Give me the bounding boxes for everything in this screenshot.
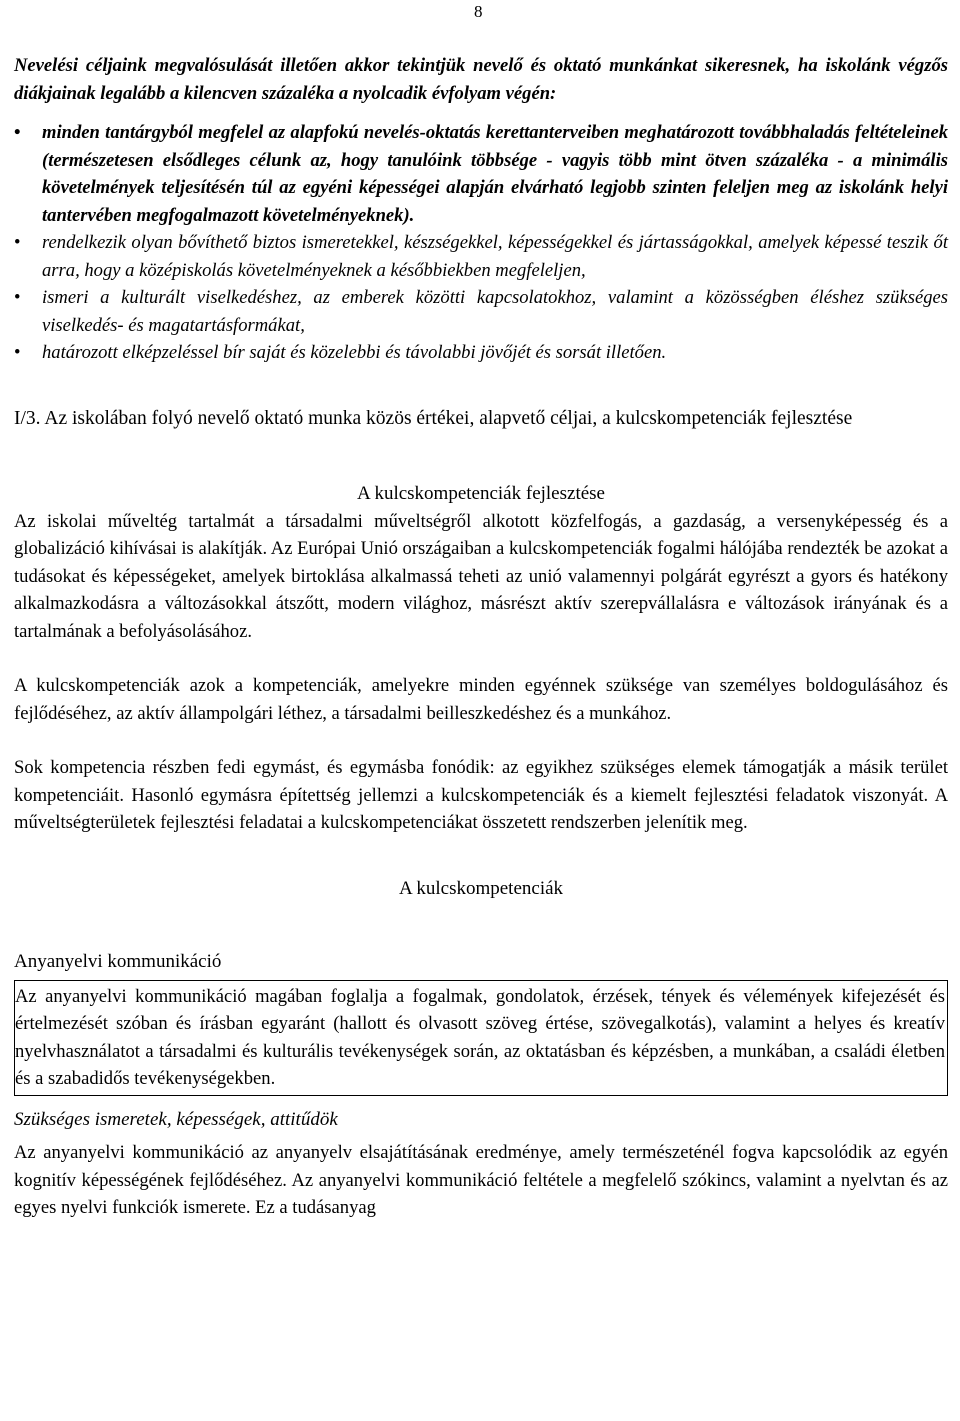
bullet-icon: •	[14, 342, 21, 363]
section-number: I/3.	[14, 407, 41, 429]
intro-paragraph: Nevelési céljaink megvalósulását illetően akkor tekintjük nevelő és oktató munkánkat sikeresnek, ha iskolánk végzős diákjainak legalább a kilencven százaléka a nyolcadik évfolyam végén:	[14, 55, 948, 104]
competence-definition-box	[14, 980, 948, 1096]
goal-item: • határozott elképzeléssel bír saját és közelebbi és távolabbi jövőjét és sorsát illetően.	[14, 339, 948, 367]
section-heading	[14, 405, 948, 433]
skills-heading: Szükséges ismeretek, képességek, attitűdök	[14, 1108, 338, 1130]
bullet-icon: •	[14, 287, 21, 308]
skills-paragraph: Az anyanyelvi kommunikáció az anyanyelv elsajátításának eredménye, amely természeténél fogva kapcsolódik az egyén kognitív képességének fejlődéséhez. Az anyanyelvi kommunikáció feltétele a megfelelő szókincs, valamint a nyelvtan és az egyes nyelvi funkciók ismerete. Ez a tudásanyag	[14, 1142, 948, 1218]
subtitle-kulcskompetenciak-fejlesztese: A kulcskompetenciák fejlesztése	[357, 483, 605, 504]
goal-item: • minden tantárgyból megfelel az alapfokú nevelés-oktatás kerettanterveiben meghatározott továbbhaladás feltételeinek (természetesen elsődleges célunk az, hogy tanulóink többsége - vagyis több mint ötven százaléka - a minimális követelmények teljesítésén túl az egyéni képességei alapján elvárható legjobb szinten feleljen meg az iskolánk helyi tantervében megfogalmazott követelményeknek).	[14, 119, 948, 229]
page-content	[14, 52, 948, 1222]
paragraph: Sok kompetencia részben fedi egymást, és egymásba fonódik: az egyikhez szükséges elemek támogatják a másik terület kompetenciáit. Hasonló egymásra építettség jellemzi a kulcskompetenciák és a kiemelt fejlesztési feladatok viszonyát. A műveltségterületek fejlesztési feladatai a kulcskompetenciákat összetett rendszerben jelenítik meg.	[14, 757, 948, 833]
paragraph: A kulcskompetenciák azok a kompetenciák, amelyekre minden egyénnek szüksége van személyes boldogulásához és fejlődéséhez, az aktív állampolgári léthez, a társadalmi beilleszkedéshez és a munkához.	[14, 675, 948, 724]
goal-item: • rendelkezik olyan bővíthető biztos ismeretekkel, készségekkel, képességekkel és jártasságokkal, amelyek képessé teszik őt arra, hogy a középiskolás követelményeknek a későbbiekben megfeleljen,	[14, 229, 948, 284]
competence-definition: Az anyanyelvi kommunikáció magában foglalja a fogalmak, gondolatok, érzések, tények és vélemények kifejezését és értelmezését szóban és írásban egyaránt (hallott és olvasott szöveg értése, szövegalkotás), valamint a helyes és kreatív nyelvhasználatot a társadalmi és kulturális tevékenységek során, az oktatásban és képzésben, a munkában, a családi életben és a szabadidős tevékenységekben.	[15, 985, 945, 1089]
section-title: Az iskolában folyó nevelő oktató munka közös értékei, alapvető céljai, a kulcskompetenciák fejlesztése	[44, 407, 853, 429]
bullet-icon: •	[14, 122, 21, 143]
paragraph: Az iskolai műveltég tartalmát a társadalmi műveltségről alkotott közfelfogás, a gazdaság, a versenyképesség és a globalizáció kihívásai is alakítják. Az Európai Unió országaiban a kulcskompetenciák fogalmi hálójába rendezték be azokat a tudásokat és képességeket, amelyek birtoklása alkalmassá teheti az unió valamennyi polgárát egyrészt a gyors és hatékony alkalmazkodásra a változásokkal átszőtt, modern világhoz, másrészt aktív szerepvállalásra e változások irányának és a tartalmának a befolyásolásához.	[14, 510, 948, 642]
page-number: 8	[474, 2, 483, 21]
competence-heading: Anyanyelvi kommunikáció	[14, 951, 222, 972]
bullet-icon: •	[14, 232, 21, 253]
goal-item: • ismeri a kulturált viselkedéshez, az emberek közötti kapcsolatokhoz, valamint a közösségben éléshez szükséges viselkedés- és magatartásformákat,	[14, 284, 948, 339]
subtitle-kulcskompetenciak: A kulcskompetenciák	[398, 877, 564, 899]
goals-list	[14, 119, 948, 367]
